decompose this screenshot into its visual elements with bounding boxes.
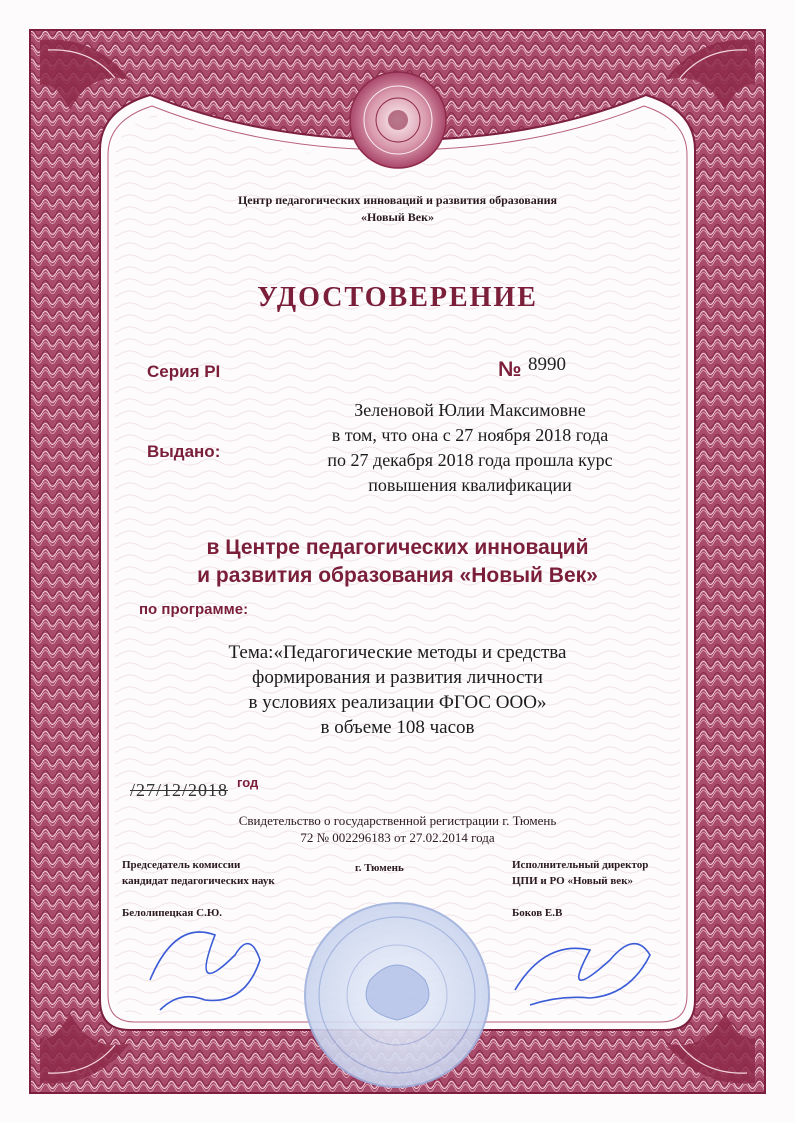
chair-title (122, 857, 322, 889)
director-title-line1: Исполнительный директор (512, 859, 649, 871)
chair-name: Белолипецкая С.Ю. (122, 907, 222, 919)
organization-line1: Центр педагогических инноваций и развития образования (237, 193, 558, 207)
document-title: УДОСТОВЕРЕНИЕ (257, 282, 538, 313)
registration-line2: 72 № 002296183 от 27.02.2014 года (300, 830, 495, 845)
issue-date: /27/12/2018 (130, 780, 229, 800)
topic-line1: Тема:«Педагогические методы и средства (228, 642, 567, 663)
chair-title-line2: кандидат педагогических наук (122, 875, 275, 887)
organization-line2: «Новый Век» (360, 210, 435, 224)
issued-line3: по 27 декабря 2018 года прошла курс (327, 450, 613, 470)
registration-info (170, 812, 625, 846)
issued-line2: в том, что она с 27 ноября 2018 года (331, 425, 609, 445)
official-seal-graphic (305, 903, 489, 1087)
program-hours: в объеме 108 часов (320, 717, 475, 738)
registration-line1: Свидетельство о государственной регистрации г. Тюмень (238, 813, 557, 828)
institution-line2: и развития образования «Новый Век» (197, 564, 598, 587)
recipient-name: Зеленовой Юлии Максимовне (354, 400, 586, 420)
city: г. Тюмень (355, 862, 404, 874)
director-name: Боков Е.В (512, 907, 563, 919)
series-label: Серия PI (147, 362, 221, 381)
chair-title-line1: Председатель комиссии (122, 859, 241, 871)
institution-line1: в Центре педагогических инноваций (206, 536, 589, 559)
number-value: 8990 (528, 354, 566, 375)
issued-text (265, 398, 675, 498)
director-title (512, 857, 712, 889)
program-label: по программе: (139, 601, 249, 618)
organization-header (160, 192, 635, 226)
director-title-line2: ЦПИ и РО «Новый век» (512, 875, 634, 887)
number-label: № (498, 358, 522, 381)
rosette-ornament (350, 72, 446, 168)
institution-name (150, 534, 645, 590)
program-topic (145, 640, 650, 740)
year-suffix: год (237, 775, 259, 790)
topic-line2: формирования и развития личности (252, 667, 543, 688)
topic-line3: в условиях реализации ФГОС ООО» (248, 692, 547, 713)
issued-line4: повышения квалификации (368, 475, 572, 495)
issued-label: Выдано: (147, 442, 221, 461)
